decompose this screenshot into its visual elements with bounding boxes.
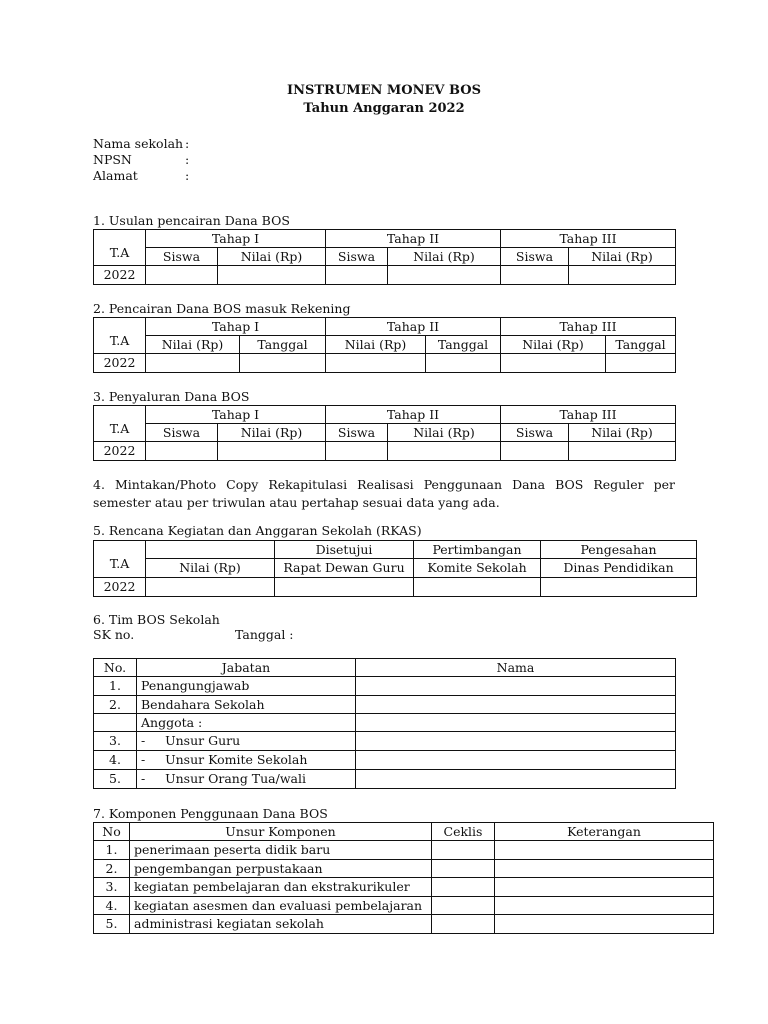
column-header: Nilai (Rp) [146,559,275,578]
keterangan-cell[interactable] [495,841,714,860]
jabatan-cell: Penangungjawab [137,677,356,696]
year-cell: 2022 [94,266,146,285]
column-header: Nilai (Rp) [218,248,326,266]
table-row [94,860,714,878]
row-number: 3. [94,732,137,751]
jabatan-cell: - Unsur Guru [137,732,356,751]
empty-cell[interactable] [414,578,541,597]
table-row [94,732,676,751]
empty-cell[interactable] [569,442,676,461]
table-row [94,714,676,732]
document-title: INSTRUMEN MONEV BOS [287,83,481,98]
top-header: Disetujui [275,541,414,559]
row-number [94,714,137,732]
empty-cell[interactable] [326,266,388,285]
section3-table [93,405,676,461]
section2-heading: 2. Pencairan Dana BOS masuk Rekening [93,301,351,316]
info-label: NPSN [93,152,132,167]
section3-heading: 3. Penyaluran Dana BOS [93,389,250,404]
column-header: Nama [356,659,676,677]
table-row [94,770,676,789]
column-header: Unsur Komponen [130,823,432,841]
info-separator: : [185,136,190,151]
section6-heading: 6. Tim BOS Sekolah [93,612,220,627]
column-header: Nilai (Rp) [569,424,676,442]
nama-cell[interactable] [356,677,676,696]
empty-cell[interactable] [501,442,569,461]
column-header: Nilai (Rp) [501,336,606,354]
column-header: Siswa [501,248,569,266]
column-header: Nilai (Rp) [146,336,240,354]
column-header: Nilai (Rp) [388,424,501,442]
unsur-cell: pengembangan perpustakaan [130,860,432,878]
info-row-npsn [93,152,189,168]
column-header: Dinas Pendidikan [541,559,697,578]
tahap-header: Tahap I [146,406,326,424]
empty-cell[interactable] [146,266,218,285]
empty-cell[interactable] [541,578,697,597]
sk-line [93,627,294,643]
info-separator: : [185,168,190,183]
info-separator: : [185,152,190,167]
nama-cell[interactable] [356,714,676,732]
section1-table [93,229,676,285]
empty-cell[interactable] [146,442,218,461]
empty-cell[interactable] [501,266,569,285]
row-number: 5. [94,770,137,789]
table-row [94,696,676,714]
unsur-cell: penerimaan peserta didik baru [130,841,432,860]
column-header: No [94,823,130,841]
unsur-cell: kegiatan pembelajaran dan ekstrakurikuler [130,878,432,897]
empty-cell[interactable] [569,266,676,285]
tanggal-label: Tanggal : [235,627,294,642]
column-header: Ceklis [432,823,495,841]
keterangan-cell[interactable] [495,915,714,934]
tahap-header: Tahap I [146,318,326,336]
column-header: Rapat Dewan Guru [275,559,414,578]
column-header: Tanggal [606,336,676,354]
empty-cell[interactable] [388,442,501,461]
info-label: Nama sekolah [93,136,184,151]
document-subtitle: Tahun Anggaran 2022 [303,101,465,116]
section5-heading: 5. Rencana Kegiatan dan Anggaran Sekolah (RKAS) [93,523,422,538]
section5-table [93,540,697,597]
row-number: 2. [94,696,137,714]
column-header: Keterangan [495,823,714,841]
nama-cell[interactable] [356,696,676,714]
jabatan-cell: - Unsur Orang Tua/wali [137,770,356,789]
keterangan-cell[interactable] [495,897,714,915]
ta-header: T.A [94,230,146,266]
tahap-header: Tahap II [326,406,501,424]
jabatan-cell: Bendahara Sekolah [137,696,356,714]
tahap-header: Tahap III [501,318,676,336]
column-header: Nilai (Rp) [388,248,501,266]
row-number: 3. [94,878,130,897]
column-header: Siswa [326,248,388,266]
empty-cell[interactable] [426,354,501,373]
empty-cell[interactable] [501,354,606,373]
row-number: 1. [94,841,130,860]
row-number: 4. [94,751,137,770]
keterangan-cell[interactable] [495,878,714,897]
table-row [94,841,714,860]
top-header: Pengesahan [541,541,697,559]
empty-cell[interactable] [388,266,501,285]
nama-cell[interactable] [356,732,676,751]
section7-heading: 7. Komponen Penggunaan Dana BOS [93,806,328,821]
keterangan-cell[interactable] [495,860,714,878]
column-header: No. [94,659,137,677]
jabatan-cell: - Unsur Komite Sekolah [137,751,356,770]
ta-header: T.A [94,406,146,442]
section7-table [93,822,714,934]
table-row [94,677,676,696]
row-number: 1. [94,677,137,696]
section2-table [93,317,676,373]
empty-cell[interactable] [146,354,240,373]
info-row-nama-sekolah [93,136,189,152]
ceklis-cell[interactable] [432,915,495,934]
tahap-header: Tahap III [501,230,676,248]
table-row [94,915,714,934]
year-cell: 2022 [94,578,146,597]
school-info [93,136,189,184]
column-header: Siswa [146,424,218,442]
ta-header: T.A [94,318,146,354]
column-header: Nilai (Rp) [218,424,326,442]
column-header: Tanggal [240,336,326,354]
empty-cell[interactable] [218,266,326,285]
year-cell: 2022 [94,442,146,461]
section1-heading: 1. Usulan pencairan Dana BOS [93,213,290,228]
tahap-header: Tahap II [326,318,501,336]
section6-table [93,658,676,789]
empty-cell[interactable] [606,354,676,373]
ceklis-cell[interactable] [432,897,495,915]
jabatan-cell: Anggota : [137,714,356,732]
unsur-cell: administrasi kegiatan sekolah [130,915,432,934]
empty-cell[interactable] [218,442,326,461]
unsur-cell: kegiatan asesmen dan evaluasi pembelajaran [130,897,432,915]
empty-cell[interactable] [326,354,426,373]
section4-paragraph: 4. Mintakan/Photo Copy Rekapitulasi Realisasi Penggunaan Dana BOS Reguler per semester atau per triwulan atau pertahap sesuai data yang ada. [93,477,675,510]
column-header: Siswa [501,424,569,442]
column-header: Siswa [146,248,218,266]
info-label: Alamat [93,168,138,183]
row-number: 5. [94,915,130,934]
sk-label: SK no. [93,627,135,642]
ta-header: T.A [94,541,146,578]
empty-cell[interactable] [146,578,275,597]
tahap-header: Tahap I [146,230,326,248]
table-row [94,751,676,770]
top-header: Pertimbangan [414,541,541,559]
empty-cell[interactable] [275,578,414,597]
empty-cell[interactable] [240,354,326,373]
year-cell: 2022 [94,354,146,373]
row-number: 4. [94,897,130,915]
ceklis-cell[interactable] [432,878,495,897]
info-row-alamat [93,168,189,184]
ceklis-cell[interactable] [432,841,495,860]
column-header: Nilai (Rp) [326,336,426,354]
column-header: Nilai (Rp) [569,248,676,266]
column-header: Siswa [326,424,388,442]
table-row [94,897,714,915]
empty-header-cell [146,541,275,559]
column-header: Komite Sekolah [414,559,541,578]
row-number: 2. [94,860,130,878]
nama-cell[interactable] [356,751,676,770]
column-header: Jabatan [137,659,356,677]
tahap-header: Tahap II [326,230,501,248]
ceklis-cell[interactable] [432,860,495,878]
tahap-header: Tahap III [501,406,676,424]
table-row [94,878,714,897]
empty-cell[interactable] [326,442,388,461]
nama-cell[interactable] [356,770,676,789]
column-header: Tanggal [426,336,501,354]
